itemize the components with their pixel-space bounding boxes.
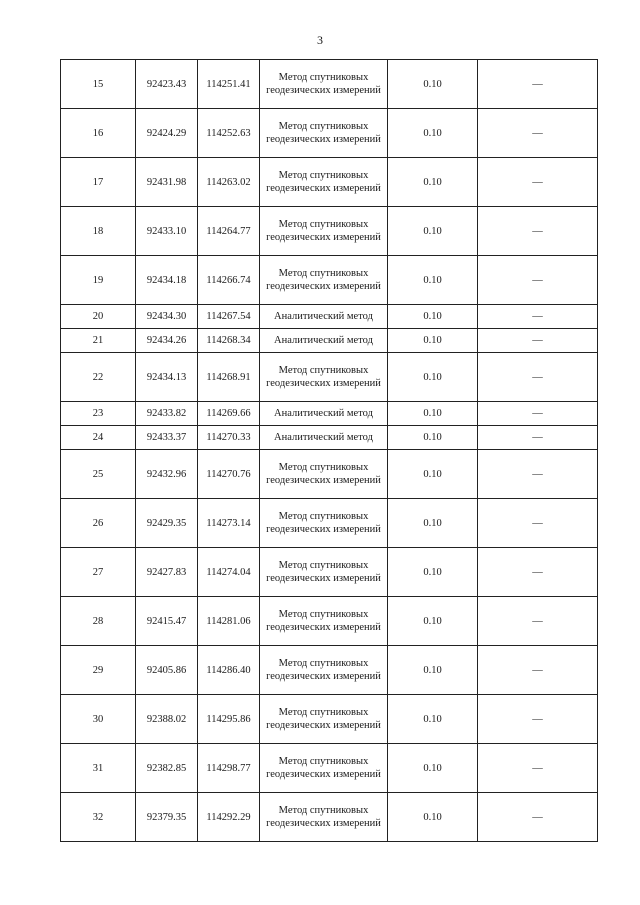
method-cell: Метод спутниковых геодезических измерений <box>260 695 388 744</box>
accuracy-cell: 0.10 <box>388 744 478 793</box>
method-cell: Аналитический метод <box>260 329 388 353</box>
accuracy-cell: 0.10 <box>388 450 478 499</box>
y-coordinate-cell: 114281.06 <box>198 597 260 646</box>
point-number-cell: 21 <box>61 329 136 353</box>
table-body <box>61 60 598 842</box>
x-coordinate-cell: 92424.29 <box>136 109 198 158</box>
point-number-cell: 30 <box>61 695 136 744</box>
x-coordinate-cell: 92427.83 <box>136 548 198 597</box>
table-row <box>61 548 598 597</box>
x-coordinate-cell: 92431.98 <box>136 158 198 207</box>
method-cell: Метод спутниковых геодезических измерений <box>260 158 388 207</box>
table-row <box>61 109 598 158</box>
accuracy-cell: 0.10 <box>388 402 478 426</box>
method-cell: Метод спутниковых геодезических измерений <box>260 109 388 158</box>
note-cell: — <box>478 793 598 842</box>
table-row <box>61 353 598 402</box>
method-cell: Метод спутниковых геодезических измерений <box>260 793 388 842</box>
point-number-cell: 24 <box>61 426 136 450</box>
method-cell: Аналитический метод <box>260 426 388 450</box>
method-cell: Метод спутниковых геодезических измерений <box>260 256 388 305</box>
accuracy-cell: 0.10 <box>388 305 478 329</box>
note-cell: — <box>478 426 598 450</box>
coordinates-table <box>60 59 598 842</box>
table-row <box>61 695 598 744</box>
accuracy-cell: 0.10 <box>388 329 478 353</box>
table-row <box>61 207 598 256</box>
table-row <box>61 597 598 646</box>
x-coordinate-cell: 92379.35 <box>136 793 198 842</box>
accuracy-cell: 0.10 <box>388 353 478 402</box>
x-coordinate-cell: 92415.47 <box>136 597 198 646</box>
method-cell: Метод спутниковых геодезических измерений <box>260 646 388 695</box>
x-coordinate-cell: 92423.43 <box>136 60 198 109</box>
table-row <box>61 793 598 842</box>
method-cell: Метод спутниковых геодезических измерений <box>260 744 388 793</box>
y-coordinate-cell: 114268.91 <box>198 353 260 402</box>
accuracy-cell: 0.10 <box>388 109 478 158</box>
point-number-cell: 17 <box>61 158 136 207</box>
table-row <box>61 402 598 426</box>
table-row <box>61 305 598 329</box>
accuracy-cell: 0.10 <box>388 158 478 207</box>
y-coordinate-cell: 114274.04 <box>198 548 260 597</box>
point-number-cell: 29 <box>61 646 136 695</box>
point-number-cell: 31 <box>61 744 136 793</box>
note-cell: — <box>478 329 598 353</box>
y-coordinate-cell: 114269.66 <box>198 402 260 426</box>
y-coordinate-cell: 114267.54 <box>198 305 260 329</box>
method-cell: Метод спутниковых геодезических измерений <box>260 499 388 548</box>
y-coordinate-cell: 114295.86 <box>198 695 260 744</box>
note-cell: — <box>478 305 598 329</box>
point-number-cell: 27 <box>61 548 136 597</box>
table-row <box>61 499 598 548</box>
y-coordinate-cell: 114298.77 <box>198 744 260 793</box>
x-coordinate-cell: 92434.13 <box>136 353 198 402</box>
note-cell: — <box>478 256 598 305</box>
method-cell: Метод спутниковых геодезических измерений <box>260 450 388 499</box>
accuracy-cell: 0.10 <box>388 499 478 548</box>
accuracy-cell: 0.10 <box>388 695 478 744</box>
point-number-cell: 22 <box>61 353 136 402</box>
y-coordinate-cell: 114286.40 <box>198 646 260 695</box>
accuracy-cell: 0.10 <box>388 646 478 695</box>
point-number-cell: 23 <box>61 402 136 426</box>
x-coordinate-cell: 92434.18 <box>136 256 198 305</box>
x-coordinate-cell: 92382.85 <box>136 744 198 793</box>
table-row <box>61 256 598 305</box>
point-number-cell: 28 <box>61 597 136 646</box>
y-coordinate-cell: 114270.76 <box>198 450 260 499</box>
table-row <box>61 158 598 207</box>
note-cell: — <box>478 60 598 109</box>
method-cell: Метод спутниковых геодезических измерений <box>260 597 388 646</box>
x-coordinate-cell: 92434.30 <box>136 305 198 329</box>
table-row <box>61 60 598 109</box>
method-cell: Метод спутниковых геодезических измерений <box>260 548 388 597</box>
method-cell: Аналитический метод <box>260 402 388 426</box>
note-cell: — <box>478 402 598 426</box>
page-number: 3 <box>317 33 323 47</box>
y-coordinate-cell: 114273.14 <box>198 499 260 548</box>
point-number-cell: 32 <box>61 793 136 842</box>
note-cell: — <box>478 548 598 597</box>
y-coordinate-cell: 114252.63 <box>198 109 260 158</box>
point-number-cell: 26 <box>61 499 136 548</box>
note-cell: — <box>478 597 598 646</box>
accuracy-cell: 0.10 <box>388 793 478 842</box>
x-coordinate-cell: 92405.86 <box>136 646 198 695</box>
note-cell: — <box>478 499 598 548</box>
note-cell: — <box>478 207 598 256</box>
accuracy-cell: 0.10 <box>388 548 478 597</box>
note-cell: — <box>478 109 598 158</box>
y-coordinate-cell: 114270.33 <box>198 426 260 450</box>
method-cell: Аналитический метод <box>260 305 388 329</box>
note-cell: — <box>478 353 598 402</box>
table-row <box>61 426 598 450</box>
accuracy-cell: 0.10 <box>388 256 478 305</box>
point-number-cell: 19 <box>61 256 136 305</box>
x-coordinate-cell: 92433.82 <box>136 402 198 426</box>
x-coordinate-cell: 92429.35 <box>136 499 198 548</box>
table-row <box>61 646 598 695</box>
x-coordinate-cell: 92432.96 <box>136 450 198 499</box>
method-cell: Метод спутниковых геодезических измерений <box>260 207 388 256</box>
method-cell: Метод спутниковых геодезических измерений <box>260 353 388 402</box>
point-number-cell: 15 <box>61 60 136 109</box>
table-row <box>61 744 598 793</box>
table-row <box>61 329 598 353</box>
y-coordinate-cell: 114268.34 <box>198 329 260 353</box>
x-coordinate-cell: 92388.02 <box>136 695 198 744</box>
accuracy-cell: 0.10 <box>388 60 478 109</box>
accuracy-cell: 0.10 <box>388 597 478 646</box>
method-cell: Метод спутниковых геодезических измерений <box>260 60 388 109</box>
y-coordinate-cell: 114263.02 <box>198 158 260 207</box>
y-coordinate-cell: 114251.41 <box>198 60 260 109</box>
point-number-cell: 16 <box>61 109 136 158</box>
point-number-cell: 20 <box>61 305 136 329</box>
accuracy-cell: 0.10 <box>388 207 478 256</box>
note-cell: — <box>478 450 598 499</box>
accuracy-cell: 0.10 <box>388 426 478 450</box>
note-cell: — <box>478 744 598 793</box>
x-coordinate-cell: 92434.26 <box>136 329 198 353</box>
x-coordinate-cell: 92433.10 <box>136 207 198 256</box>
note-cell: — <box>478 158 598 207</box>
note-cell: — <box>478 695 598 744</box>
y-coordinate-cell: 114266.74 <box>198 256 260 305</box>
x-coordinate-cell: 92433.37 <box>136 426 198 450</box>
point-number-cell: 18 <box>61 207 136 256</box>
point-number-cell: 25 <box>61 450 136 499</box>
y-coordinate-cell: 114264.77 <box>198 207 260 256</box>
y-coordinate-cell: 114292.29 <box>198 793 260 842</box>
table-row <box>61 450 598 499</box>
note-cell: — <box>478 646 598 695</box>
